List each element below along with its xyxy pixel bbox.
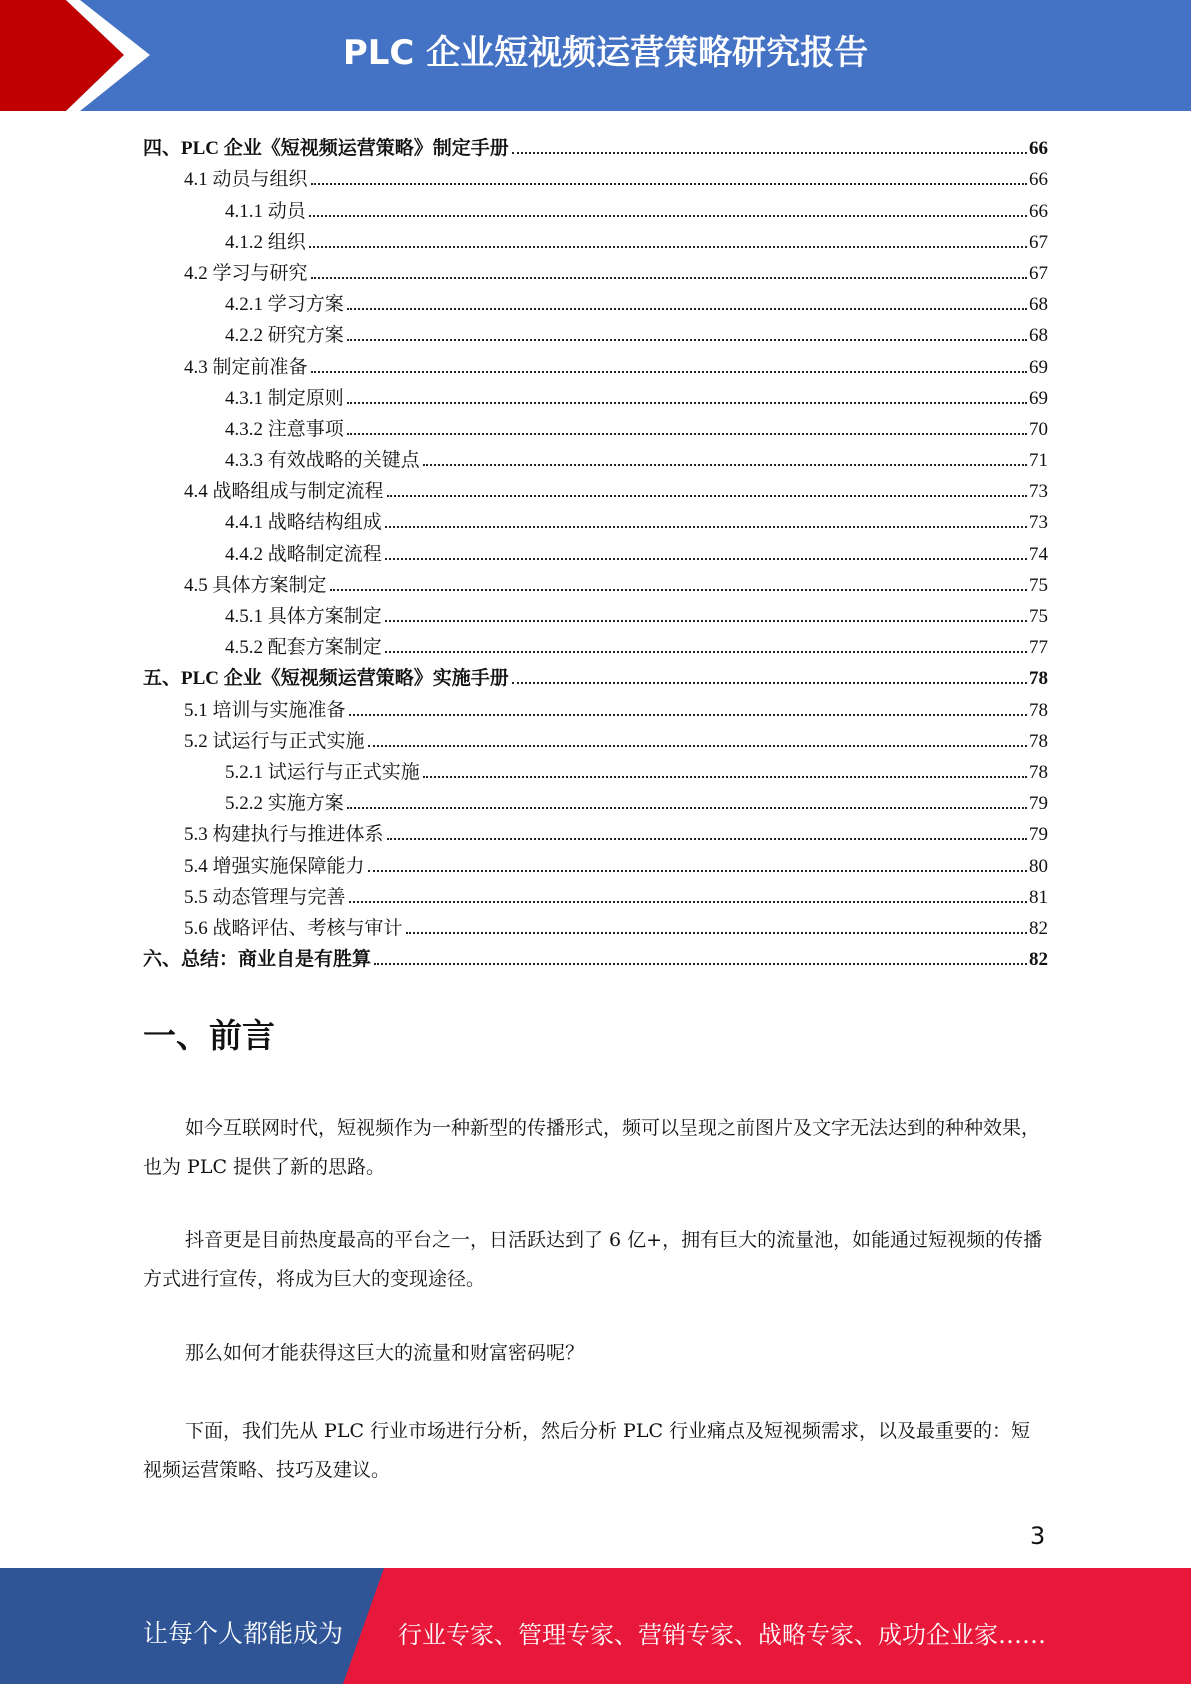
- toc-entry-page: 70: [1029, 418, 1048, 440]
- toc-entry[interactable]: [143, 534, 1048, 565]
- toc-entry[interactable]: [143, 722, 1048, 753]
- footer-slogan: 让每个人都能成为: [143, 1619, 344, 1648]
- toc-entry-page: 82: [1029, 917, 1048, 939]
- toc-entry-page: 80: [1029, 855, 1048, 877]
- toc-leader-dots: [347, 339, 1027, 341]
- toc-entry-page: 69: [1029, 356, 1048, 378]
- paragraph: 如今互联网时代，短视频作为一种新型的传播形式，频可以呈现之前图片及文字无法达到的种种效果，也为 PLC 提供了新的思路。: [143, 1117, 1041, 1178]
- toc-leader-dots: [349, 901, 1027, 903]
- toc-leader-dots: [385, 620, 1027, 622]
- toc-entry-title: 5.1 培训与实施准备: [184, 699, 346, 721]
- toc-entry[interactable]: [143, 628, 1048, 659]
- toc-leader-dots: [387, 495, 1027, 497]
- toc-entry-page: 68: [1029, 294, 1048, 316]
- toc-entry[interactable]: [143, 223, 1048, 254]
- toc-entry-title: 4.4 战略组成与制定流程: [184, 481, 384, 503]
- toc-entry[interactable]: [143, 160, 1048, 191]
- toc-entry[interactable]: [143, 316, 1048, 347]
- toc-leader-dots: [311, 183, 1027, 185]
- toc-entry[interactable]: [143, 129, 1048, 160]
- toc-leader-dots: [423, 776, 1027, 778]
- toc-leader-dots: [309, 215, 1027, 217]
- toc-entry[interactable]: [143, 347, 1048, 378]
- toc-leader-dots: [368, 745, 1027, 747]
- toc-leader-dots: [347, 433, 1027, 435]
- toc-entry-page: 79: [1029, 793, 1048, 815]
- toc-entry-title: 4.1 动员与组织: [184, 169, 308, 191]
- toc-leader-dots: [349, 714, 1027, 716]
- toc-entry-page: 71: [1029, 450, 1048, 472]
- toc-entry[interactable]: [143, 566, 1048, 597]
- toc-entry-title: 4.4.1 战略结构组成: [225, 512, 382, 534]
- toc-leader-dots: [512, 682, 1027, 684]
- toc-entry-page: 79: [1029, 824, 1048, 846]
- toc-entry[interactable]: [143, 597, 1048, 628]
- toc-entry-title: 5.6 战略评估、考核与审计: [184, 917, 403, 939]
- toc-entry[interactable]: [143, 690, 1048, 721]
- toc-entry-title: 4.3 制定前准备: [184, 356, 308, 378]
- paragraph: 那么如何才能获得这巨大的流量和财富密码呢？: [185, 1342, 585, 1364]
- toc-entry[interactable]: [143, 815, 1048, 846]
- toc-entry-title: 4.2 学习与研究: [184, 262, 308, 284]
- toc-entry-title: 4.5.2 配套方案制定: [225, 637, 382, 659]
- toc-leader-dots: [347, 402, 1027, 404]
- toc-entry-title: 5.2.1 试运行与正式实施: [225, 761, 420, 783]
- toc-entry-page: 75: [1029, 574, 1048, 596]
- toc-leader-dots: [423, 464, 1027, 466]
- header-title: PLC 企业短视频运营策略研究报告: [342, 33, 869, 73]
- footer-tagline: 行业专家、管理专家、营销专家、战略专家、成功企业家……: [398, 1621, 1046, 1649]
- toc-entry-page: 73: [1029, 512, 1048, 534]
- toc-entry-title: 5.4 增强实施保障能力: [184, 855, 365, 877]
- toc-leader-dots: [387, 838, 1027, 840]
- toc-entry-title: 4.4.2 战略制定流程: [225, 543, 382, 565]
- toc-entry[interactable]: [143, 441, 1048, 472]
- toc-leader-dots: [385, 651, 1027, 653]
- toc-leader-dots: [385, 526, 1027, 528]
- page-number: 3: [1030, 1522, 1046, 1550]
- toc-entry[interactable]: [143, 472, 1048, 503]
- toc-entry[interactable]: [143, 909, 1048, 940]
- toc-entry[interactable]: [143, 410, 1048, 441]
- toc-entry-title: 四、PLC 企业《短视频运营策略》制定手册: [143, 138, 509, 160]
- toc-leader-dots: [512, 152, 1027, 154]
- toc-entry[interactable]: [143, 503, 1048, 534]
- table-of-contents: [143, 129, 1048, 971]
- toc-entry-page: 69: [1029, 387, 1048, 409]
- toc-entry-title: 4.2.1 学习方案: [225, 294, 344, 316]
- toc-entry-page: 77: [1029, 637, 1048, 659]
- toc-entry-title: 4.3.2 注意事项: [225, 418, 344, 440]
- toc-leader-dots: [368, 870, 1027, 872]
- toc-leader-dots: [311, 277, 1027, 279]
- toc-entry-title: 4.5.1 具体方案制定: [225, 606, 382, 627]
- toc-entry-page: 74: [1029, 543, 1048, 565]
- toc-entry[interactable]: [143, 846, 1048, 877]
- toc-entry-page: 67: [1029, 262, 1048, 284]
- toc-entry-page: 66: [1029, 200, 1048, 222]
- toc-entry[interactable]: [143, 191, 1048, 222]
- toc-entry-title: 4.5 具体方案制定: [184, 574, 327, 596]
- toc-entry-title: 5.5 动态管理与完善: [184, 886, 346, 908]
- toc-entry-title: 4.3.3 有效战略的关键点: [225, 450, 420, 472]
- toc-entry-title: 5.2.2 实施方案: [225, 793, 344, 815]
- toc-entry-page: 82: [1029, 949, 1048, 971]
- toc-entry[interactable]: [143, 784, 1048, 815]
- toc-entry-title: 4.1.2 组织: [225, 231, 306, 253]
- toc-leader-dots: [406, 932, 1027, 934]
- toc-entry-page: 78: [1029, 668, 1048, 690]
- toc-entry-title: 4.3.1 制定原则: [225, 387, 344, 409]
- paragraph: 抖音更是目前热度最高的平台之一，日活跃达到了 6 亿+，拥有巨大的流量池，如能通过短视频的传播方式进行宣传，将成为巨大的变现途径。: [143, 1229, 1043, 1290]
- toc-leader-dots: [330, 589, 1027, 591]
- toc-entry-title: 六、总结：商业自是有胜算: [143, 949, 372, 971]
- toc-entry[interactable]: [143, 878, 1048, 909]
- toc-entry-page: 78: [1029, 761, 1048, 783]
- toc-entry-page: 73: [1029, 481, 1048, 503]
- toc-entry-title: 4.1.1 动员: [225, 200, 306, 222]
- page-header: [0, 0, 1191, 111]
- toc-entry-page: 68: [1029, 325, 1048, 347]
- toc-entry-page: 66: [1029, 138, 1048, 160]
- paragraph: 下面，我们先从 PLC 行业市场进行分析，然后分析 PLC 行业痛点及短视频需求，以及最重要的：短视频运营策略、技巧及建议。: [143, 1420, 1031, 1481]
- toc-entry-page: 67: [1029, 231, 1048, 253]
- section-title: 一、前言: [143, 1016, 275, 1055]
- toc-entry-page: 66: [1029, 169, 1048, 191]
- toc-entry[interactable]: [143, 940, 1048, 971]
- toc-leader-dots: [309, 246, 1027, 248]
- toc-entry[interactable]: [143, 753, 1048, 784]
- toc-entry-page: 78: [1029, 699, 1048, 721]
- toc-entry-title: 4.2.2 研究方案: [225, 325, 344, 347]
- toc-entry-title: 五、PLC 企业《短视频运营策略》实施手册: [143, 668, 509, 690]
- toc-entry-page: 75: [1029, 606, 1048, 627]
- toc-entry[interactable]: [143, 379, 1048, 410]
- toc-entry[interactable]: [143, 659, 1048, 690]
- toc-leader-dots: [385, 558, 1027, 560]
- toc-leader-dots: [347, 308, 1027, 310]
- toc-leader-dots: [347, 807, 1027, 809]
- toc-entry[interactable]: [143, 254, 1048, 285]
- toc-entry[interactable]: [143, 285, 1048, 316]
- toc-leader-dots: [374, 963, 1027, 965]
- toc-entry-page: 78: [1029, 730, 1048, 752]
- toc-entry-title: 5.2 试运行与正式实施: [184, 730, 365, 752]
- toc-entry-page: 81: [1029, 886, 1048, 908]
- toc-leader-dots: [311, 371, 1027, 373]
- toc-entry-title: 5.3 构建执行与推进体系: [184, 824, 384, 846]
